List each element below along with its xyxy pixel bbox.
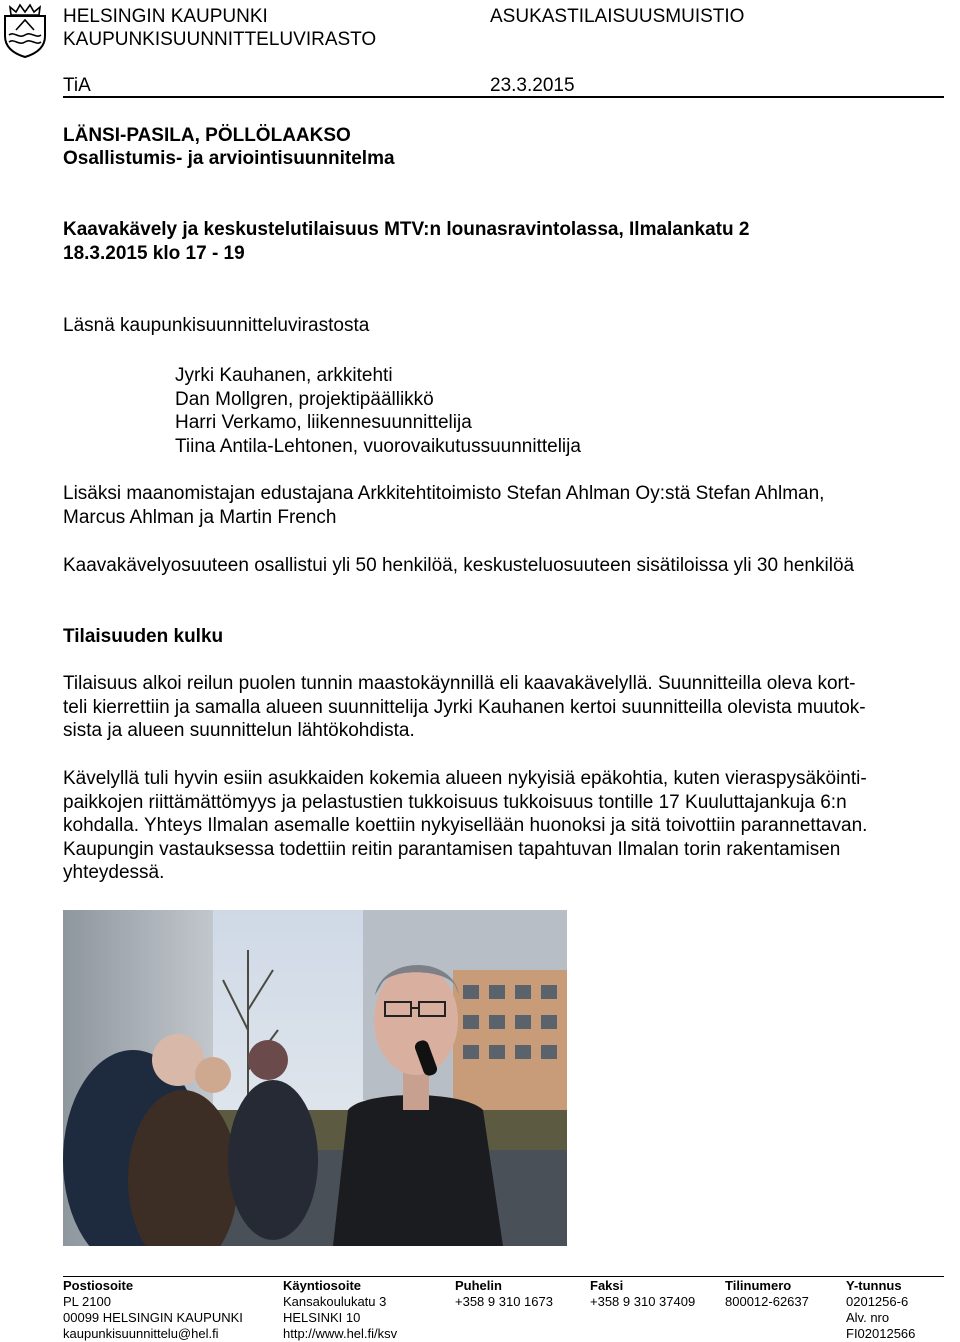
text-line: paikkojen riittämättömyys ja pelastustien tukkoisuus tukkoisuus tontille 17 Kuuluttajankuja 6:n	[63, 791, 847, 813]
org-line-2: KAUPUNKISUUNNITTELUVIRASTO	[63, 29, 377, 50]
text-line: Tilaisuus alkoi reilun puolen tunnin maastokäynnillä eli kaavakävelyllä. Suunnitteilla oleva kort-	[63, 673, 856, 694]
footer-label: Postiosoite	[63, 1278, 134, 1293]
footer-value: PL 2100	[63, 1294, 111, 1309]
title-line-2: Osallistumis- ja arviointisuunnitelma	[63, 148, 395, 169]
text-line: teli kierrettiin ja samalla alueen suunnittelija Jyrki Kauhanen kertoi suunnitteilla olevista muutok-	[63, 696, 866, 718]
event-heading	[63, 218, 933, 266]
footer-value: Kansakoulukatu 3	[283, 1294, 387, 1309]
organization-name	[63, 5, 376, 51]
text-line: sista ja alueen suunnittelun lähtökohdista.	[63, 720, 415, 741]
event-line-1: Kaavakävely ja keskustelutilaisuus MTV:n lounasravintolassa, Ilmalankatu 2	[63, 219, 750, 240]
org-line-1: HELSINGIN KAUPUNKI	[63, 6, 268, 27]
footer-label: Tilinumero	[725, 1278, 792, 1293]
attendee-list	[175, 364, 581, 458]
title-line-1: LÄNSI-PASILA, PÖLLÖLAAKSO	[63, 125, 351, 146]
attendee-item: Harri Verkamo, liikennesuunnittelija	[175, 412, 472, 433]
footer-value: HELSINKI 10	[283, 1310, 361, 1325]
footer-value: 0201256-6	[846, 1294, 909, 1309]
document-title	[63, 124, 395, 170]
footer-label: Puhelin	[455, 1278, 502, 1293]
footer-business-id	[846, 1278, 915, 1342]
participant-count: Kaavakävelyosuuteen osallistui yli 50 henkilöä, keskusteluosuuteen sisätiloissa yli 30 henkilöä	[63, 555, 855, 576]
attendee-item: Dan Mollgren, projektipäällikkö	[175, 388, 434, 410]
footer-phone	[455, 1278, 553, 1310]
footer-postal-address	[63, 1278, 243, 1342]
section-heading: Tilaisuuden kulku	[63, 626, 224, 647]
extra-line-1: Lisäksi maanomistajan edustajana Arkkitehtitoimisto Stefan Ahlman Oy:stä Stefan Ahlman,	[63, 483, 825, 504]
event-line-2: 18.3.2015 klo 17 - 19	[63, 243, 245, 264]
text-line: Kaupungin vastauksessa todettiin reitin parantamisen tapahtuvan Ilmalan torin rakentamisen	[63, 838, 841, 860]
footer-label: Y-tunnus	[846, 1278, 902, 1293]
footer-value: 00099 HELSINGIN KAUPUNKI	[63, 1310, 243, 1325]
footer-value: +358 9 310 37409	[590, 1294, 696, 1309]
text-line: kohdalla. Yhteys Ilmalan asemalle koettiin nykyisellään huonoksi ja sitä toivottiin parannettavan.	[63, 815, 868, 836]
footer-visiting-address	[283, 1278, 397, 1342]
paragraph-walk	[63, 672, 943, 743]
footer-account	[725, 1278, 809, 1310]
unit-code: TiA	[63, 75, 91, 96]
footer-fax	[590, 1278, 695, 1310]
helsinki-crest-logo	[2, 2, 48, 58]
footer-label: Käyntiosoite	[283, 1278, 362, 1293]
attendee-item: Jyrki Kauhanen, arkkitehti	[175, 365, 393, 386]
footer-value: Alv. nro	[846, 1310, 890, 1325]
document-type: ASUKASTILAISUUSMUISTIO	[490, 6, 745, 27]
paragraph-issues	[63, 767, 943, 885]
text-line: Kävelyllä tuli hyvin esiin asukkaiden kokemia alueen nykyisiä epäkohtia, kuten vieraspysäköinti-	[63, 768, 867, 789]
footer-value: FI02012566	[846, 1326, 916, 1341]
footer-value: +358 9 310 1673	[455, 1294, 553, 1309]
extra-line-2: Marcus Ahlman ja Martin French	[63, 506, 337, 528]
footer-divider	[63, 1276, 944, 1277]
additional-attendees	[63, 482, 943, 529]
footer-email: kaupunkisuunnittelu@hel.fi	[63, 1326, 219, 1341]
footer-website: http://www.hel.fi/ksv	[283, 1326, 398, 1341]
attendee-item: Tiina Antila-Lehtonen, vuorovaikutussuunnittelija	[175, 435, 581, 457]
header-divider	[63, 96, 944, 98]
text-line: yhteydessä.	[63, 862, 165, 883]
present-label: Läsnä kaupunkisuunnitteluvirastosta	[63, 315, 370, 336]
footer-value: 800012-62637	[725, 1294, 809, 1309]
footer-label: Faksi	[590, 1278, 624, 1293]
document-date: 23.3.2015	[490, 75, 575, 96]
event-photo	[63, 910, 567, 1246]
